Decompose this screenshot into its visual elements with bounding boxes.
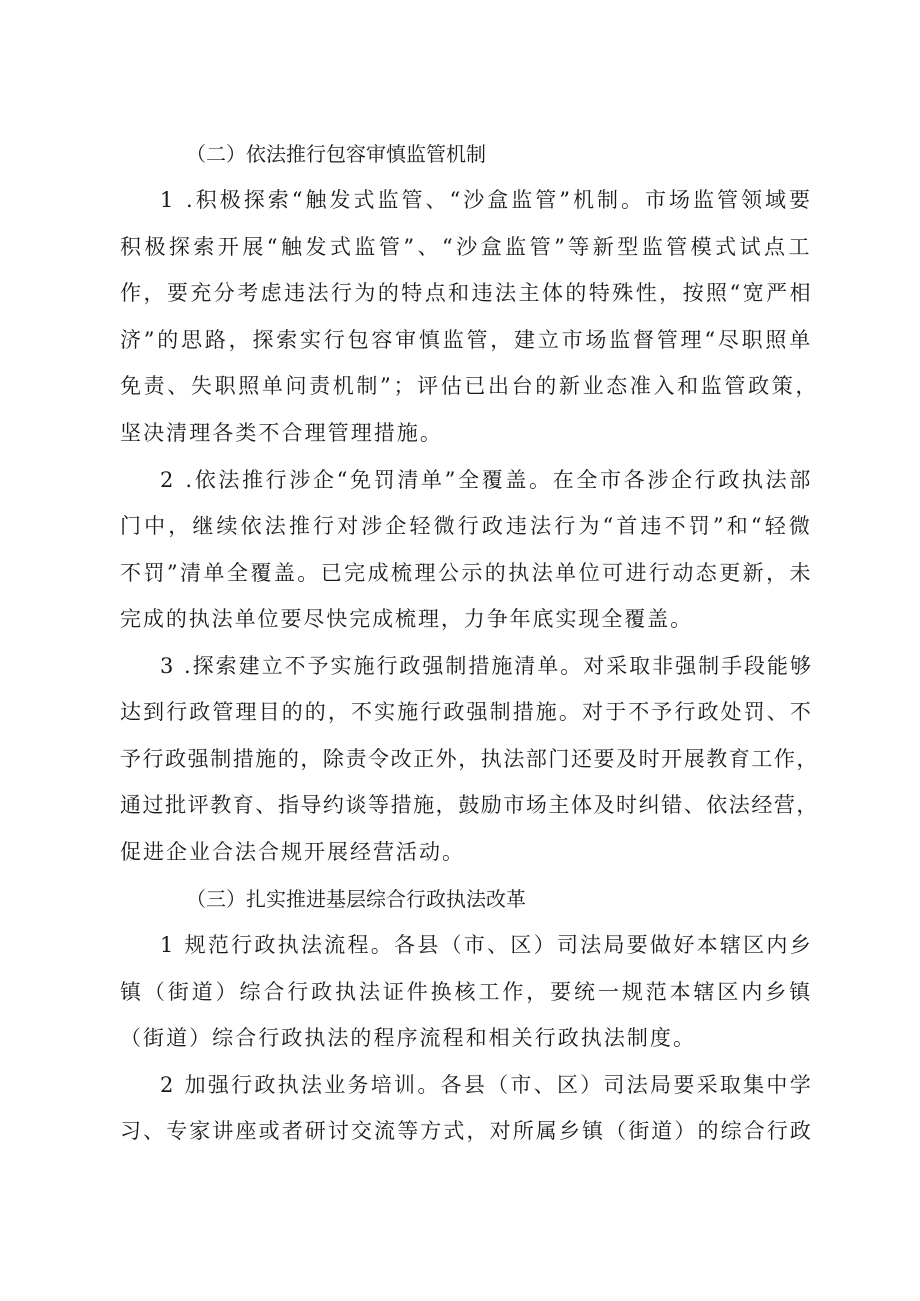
paragraph-line: 达到行政管理目的的，不实施行政强制措施。对于不予行政处罚、不	[120, 700, 813, 724]
paragraph-line: 习、专家讲座或者研讨交流等方式，对所属乡镇（街道）的综合行政	[120, 1119, 813, 1143]
paragraph-line: 促进企业合法合规开展经营活动。	[120, 840, 465, 864]
paragraph-line: 通过批评教育、指导约谈等措施，鼓励市场主体及时纠错、依法经营，	[120, 793, 819, 817]
paragraph-line: 予行政强制措施的，除责令改正外，执法部门还要及时开展教育工作，	[120, 747, 819, 771]
paragraph-line: 镇（街道）综合行政执法证件换核工作，要统一规范本辖区内乡镇	[120, 980, 814, 1004]
section-heading-2: （二）依法推行包容审慎监管机制	[186, 142, 486, 166]
section-heading-3: （三）扎实推进基层综合行政执法改革	[186, 887, 526, 911]
paragraph-line: 2 .依法推行涉企“免罚清单”全覆盖。在全市各涉企行政执法部	[160, 468, 813, 492]
paragraph-line: 门中，继续依法推行对涉企轻微行政违法行为“首违不罚”和“轻微	[120, 514, 813, 538]
paragraph-line: 不罚”清单全覆盖。已完成梳理公示的执法单位可进行动态更新，未	[120, 561, 813, 585]
paragraph-line: 坚决清理各类不合理管理措施。	[120, 421, 443, 445]
paragraph-line: 完成的执法单位要尽快完成梳理，力争年底实现全覆盖。	[120, 607, 693, 631]
paragraph-line: 1 规范行政执法流程。各县（市、区）司法局要做好本辖区内乡	[160, 933, 813, 957]
paragraph-line: （街道）综合行政执法的程序流程和相关行政执法制度。	[120, 1026, 696, 1050]
paragraph-line: 作，要充分考虑违法行为的特点和违法主体的特殊性，按照“宽严相	[120, 281, 813, 305]
paragraph-line: 3 .探索建立不予实施行政强制措施清单。对采取非强制手段能够	[160, 654, 813, 678]
paragraph-line: 1 .积极探索“触发式监管、“沙盒监管”机制。市场监管领域要	[160, 188, 814, 212]
paragraph-line: 免责、失职照单问责机制”；评估已出台的新业态准入和监管政策，	[120, 374, 819, 398]
paragraph-line: 积极探索开展“触发式监管”、“沙盒监管”等新型监管模式试点工	[120, 235, 813, 259]
paragraph-line: 2 加强行政执法业务培训。各县（市、区）司法局要采取集中学	[160, 1073, 813, 1097]
paragraph-line: 济”的思路，探索实行包容审慎监管，建立市场监督管理“尽职照单	[120, 328, 813, 352]
